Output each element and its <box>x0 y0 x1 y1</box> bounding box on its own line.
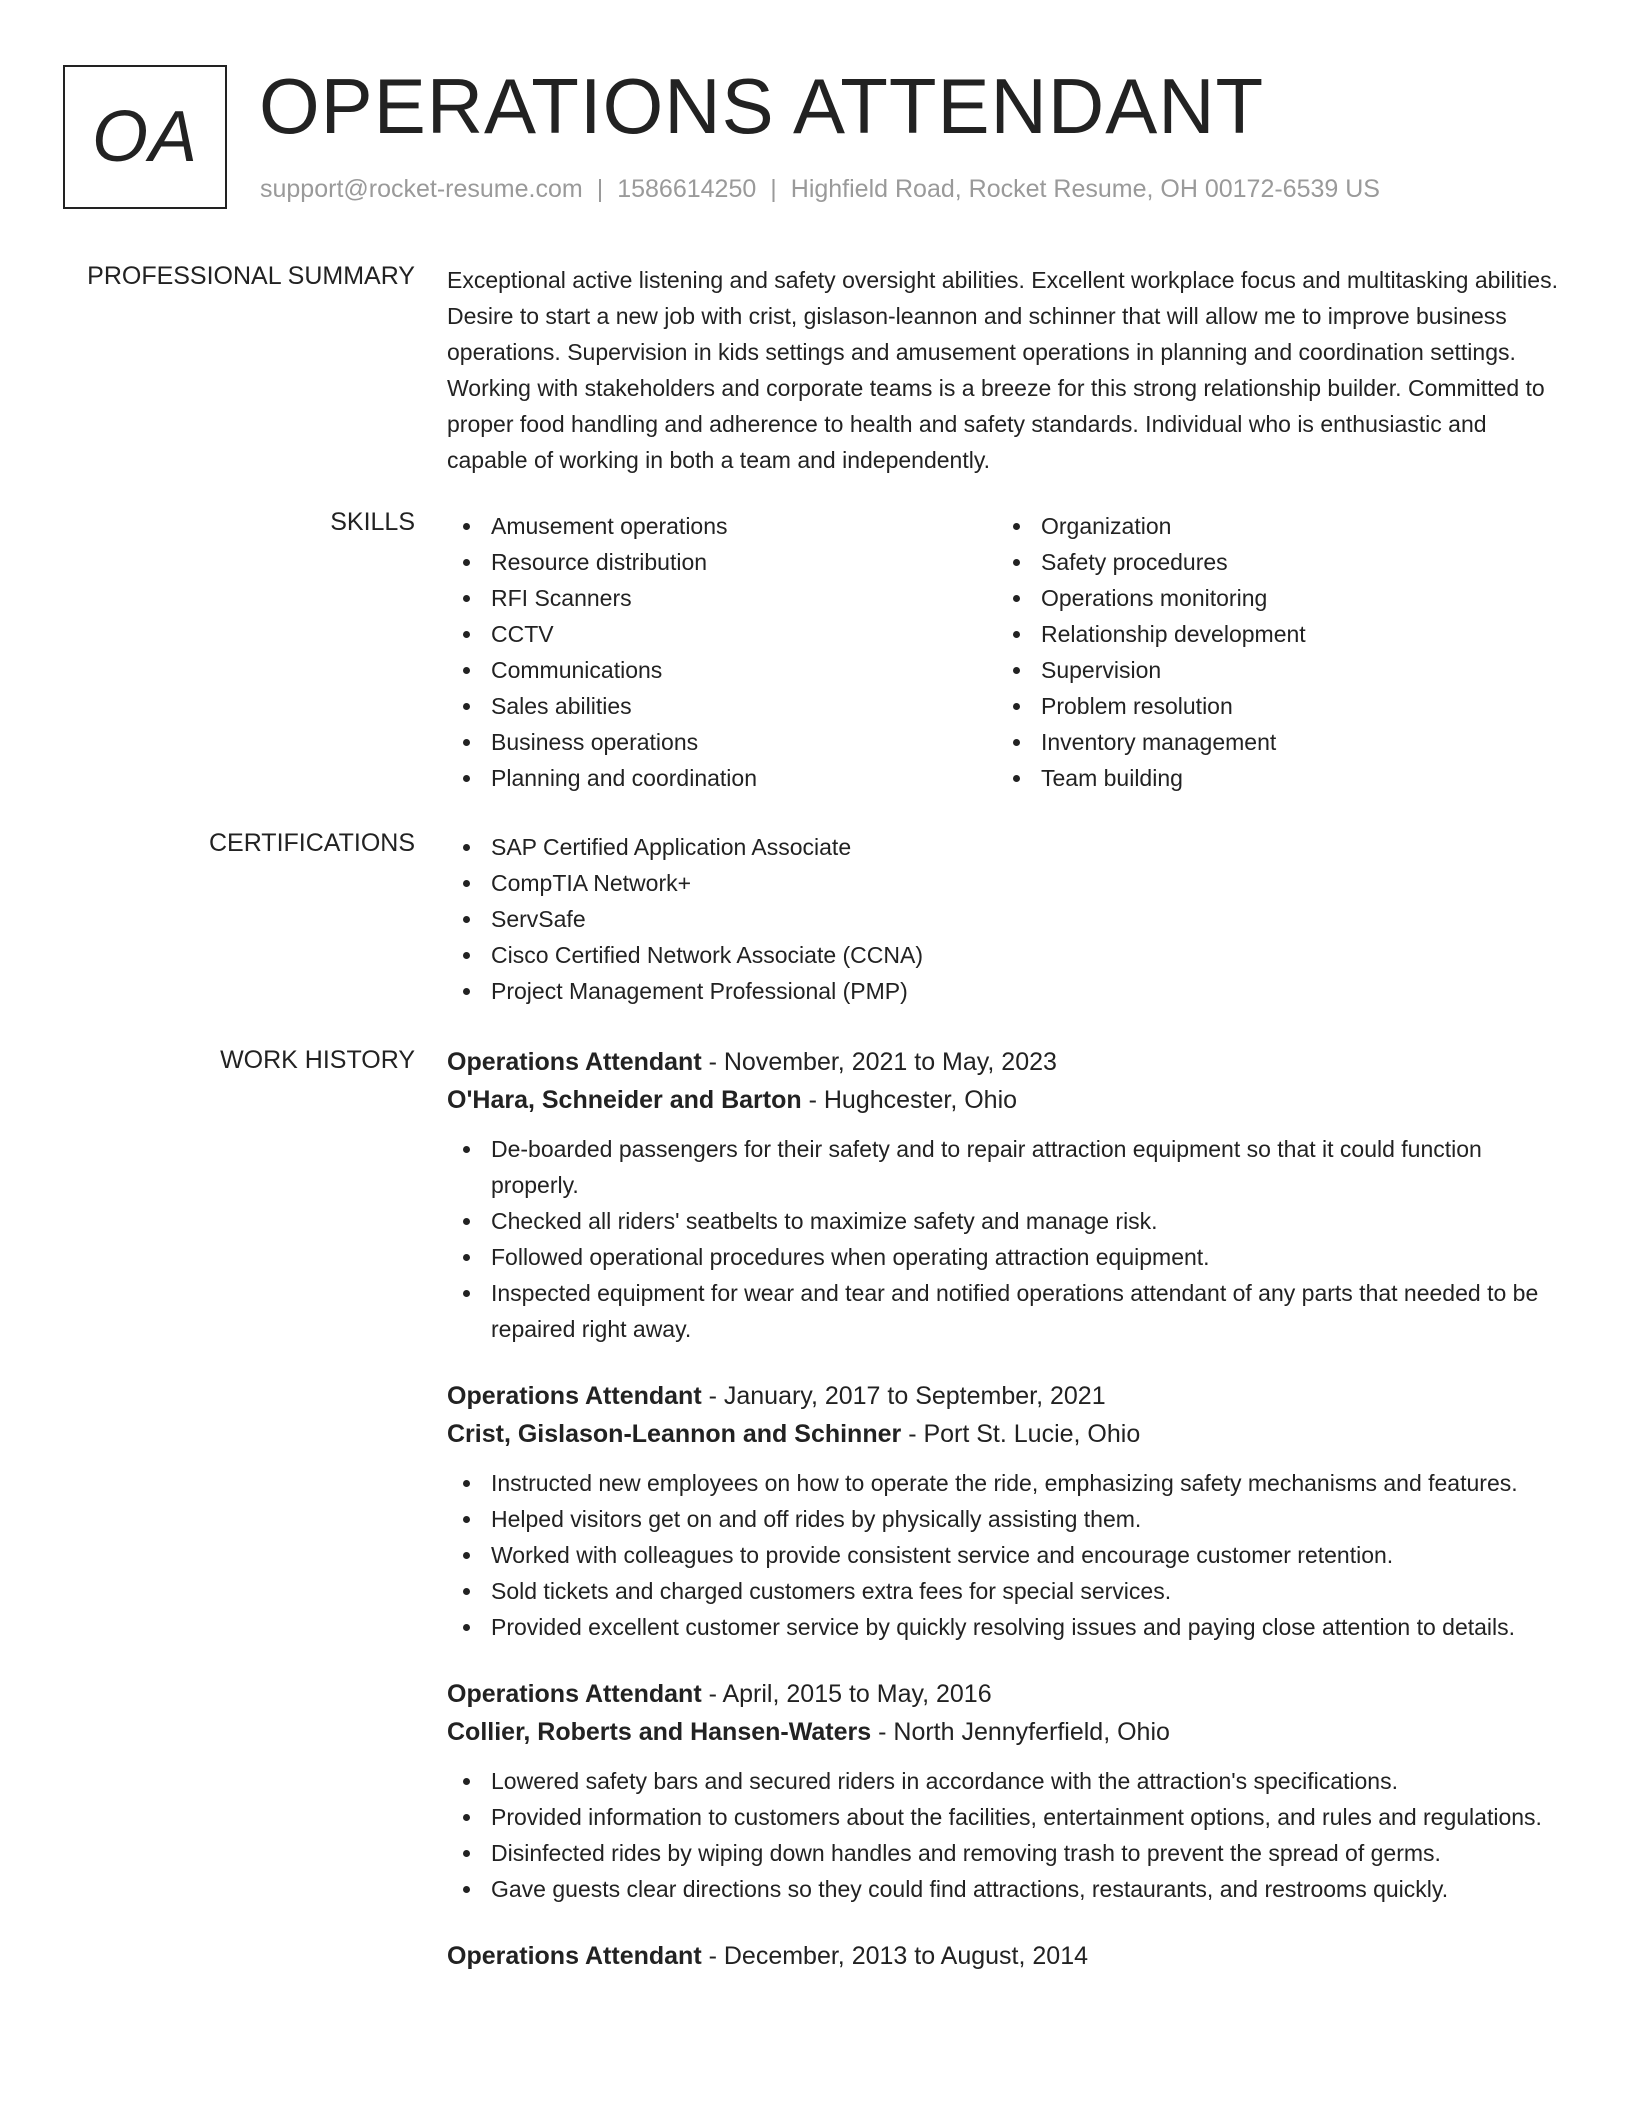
candidate-name: OPERATIONS ATTENDANT <box>259 62 1265 150</box>
job-dates: - December, 2013 to August, 2014 <box>701 1942 1089 1970</box>
job-duty-item: De-boarded passengers for their safety and to repair attraction equipment so that it could function properly. <box>447 1131 1567 1203</box>
certification-item: SAP Certified Application Associate <box>447 829 1567 865</box>
job-entry <box>447 1377 1567 1645</box>
job-duty-item: Sold tickets and charged customers extra fees for special services. <box>447 1573 1567 1609</box>
job-dates: - April, 2015 to May, 2016 <box>701 1680 992 1708</box>
skills-list-left <box>447 508 997 796</box>
contact-line <box>260 175 1380 204</box>
job-duty-item: Provided information to customers about the facilities, entertainment options, and rules and regulations. <box>447 1799 1567 1835</box>
job-company: Collier, Roberts and Hansen-Waters <box>447 1718 872 1746</box>
job-dates: - November, 2021 to May, 2023 <box>701 1048 1057 1076</box>
skill-item: Communications <box>447 652 997 688</box>
job-duty-item: Helped visitors get on and off rides by physically assisting them. <box>447 1501 1567 1537</box>
job-duties-list <box>447 1763 1567 1907</box>
contact-phone[interactable]: 1586614250 <box>617 175 757 203</box>
skill-item: Supervision <box>997 652 1547 688</box>
job-duty-item: Disinfected rides by wiping down handles and removing trash to prevent the spread of germs. <box>447 1835 1567 1871</box>
certification-item: CompTIA Network+ <box>447 865 1567 901</box>
skills-list-right <box>997 508 1547 796</box>
certification-item: ServSafe <box>447 901 1567 937</box>
certifications-body <box>447 829 1567 1009</box>
job-entry <box>447 1675 1567 1907</box>
monogram-badge: OA <box>63 65 227 209</box>
job-entry <box>447 1937 1567 1975</box>
contact-separator: | <box>596 175 604 203</box>
skill-item: Amusement operations <box>447 508 997 544</box>
job-title-line <box>447 1675 1567 1713</box>
skill-item: Planning and coordination <box>447 760 997 796</box>
skill-item: Sales abilities <box>447 688 997 724</box>
skill-item: Team building <box>997 760 1547 796</box>
certifications-list <box>447 829 1567 1009</box>
job-title: Operations Attendant <box>447 1048 702 1076</box>
resume-header <box>63 62 1573 210</box>
contact-email[interactable]: support@rocket-resume.com <box>260 175 583 203</box>
skill-item: Resource distribution <box>447 544 997 580</box>
job-duty-item: Instructed new employees on how to operate the ride, emphasizing safety mechanisms and features. <box>447 1465 1567 1501</box>
contact-address: Highfield Road, Rocket Resume, OH 00172-6539 US <box>790 175 1380 203</box>
work-history-heading: WORK HISTORY <box>220 1046 415 1074</box>
job-title-line <box>447 1043 1567 1081</box>
job-title-line <box>447 1937 1567 1975</box>
job-duties-list <box>447 1465 1567 1645</box>
job-company: O'Hara, Schneider and Barton <box>447 1086 802 1114</box>
job-company-line <box>447 1081 1567 1119</box>
job-duty-item: Followed operational procedures when operating attraction equipment. <box>447 1239 1567 1275</box>
job-location: - Hughcester, Ohio <box>801 1086 1018 1114</box>
certifications-heading: CERTIFICATIONS <box>208 829 415 857</box>
job-dates: - January, 2017 to September, 2021 <box>701 1382 1106 1410</box>
job-duties-list <box>447 1131 1567 1347</box>
job-title: Operations Attendant <box>447 1680 702 1708</box>
skill-item: CCTV <box>447 616 997 652</box>
job-title: Operations Attendant <box>447 1382 702 1410</box>
skill-item: Inventory management <box>997 724 1547 760</box>
skill-item: Safety procedures <box>997 544 1547 580</box>
job-duty-item: Checked all riders' seatbelts to maximize safety and manage risk. <box>447 1203 1567 1239</box>
job-duty-item: Worked with colleagues to provide consistent service and encourage customer retention. <box>447 1537 1567 1573</box>
summary-heading: PROFESSIONAL SUMMARY <box>87 262 415 290</box>
summary-text: Exceptional active listening and safety oversight abilities. Excellent workplace focus and multitasking abilities. Desire to start a new job with crist, gislason-leannon and schinner that will allow me to improve business operations. Supervision in kids settings and amusement operations in planning and coordination settings. Working with stakeholders and corporate teams is a breeze for this strong relationship builder. Committed to proper food handling and adherence to health and safety standards. Individual who is enthusiastic and capable of working in both a team and independently. <box>447 267 1558 473</box>
skills-heading: SKILLS <box>330 508 415 536</box>
skill-item: Organization <box>997 508 1547 544</box>
certification-item: Cisco Certified Network Associate (CCNA) <box>447 937 1567 973</box>
skills-body <box>447 508 1567 796</box>
work-history-body <box>447 1043 1567 2005</box>
job-location: - Port St. Lucie, Ohio <box>901 1420 1141 1448</box>
job-company-line <box>447 1415 1567 1453</box>
job-entry <box>447 1043 1567 1347</box>
job-title: Operations Attendant <box>447 1942 702 1970</box>
job-duty-item: Gave guests clear directions so they could find attractions, restaurants, and restrooms quickly. <box>447 1871 1567 1907</box>
job-duty-item: Lowered safety bars and secured riders in accordance with the attraction's specifications. <box>447 1763 1567 1799</box>
job-duty-item: Inspected equipment for wear and tear and notified operations attendant of any parts that needed to be repaired right away. <box>447 1275 1567 1347</box>
certification-item: Project Management Professional (PMP) <box>447 973 1567 1009</box>
skill-item: RFI Scanners <box>447 580 997 616</box>
job-company-line <box>447 1713 1567 1751</box>
skill-item: Operations monitoring <box>997 580 1547 616</box>
job-company: Crist, Gislason-Leannon and Schinner <box>447 1420 902 1448</box>
skill-item: Problem resolution <box>997 688 1547 724</box>
job-duty-item: Provided excellent customer service by quickly resolving issues and paying close attention to details. <box>447 1609 1567 1645</box>
job-location: - North Jennyferfield, Ohio <box>871 1718 1170 1746</box>
skill-item: Business operations <box>447 724 997 760</box>
job-title-line <box>447 1377 1567 1415</box>
contact-separator: | <box>770 175 777 203</box>
skill-item: Relationship development <box>997 616 1547 652</box>
